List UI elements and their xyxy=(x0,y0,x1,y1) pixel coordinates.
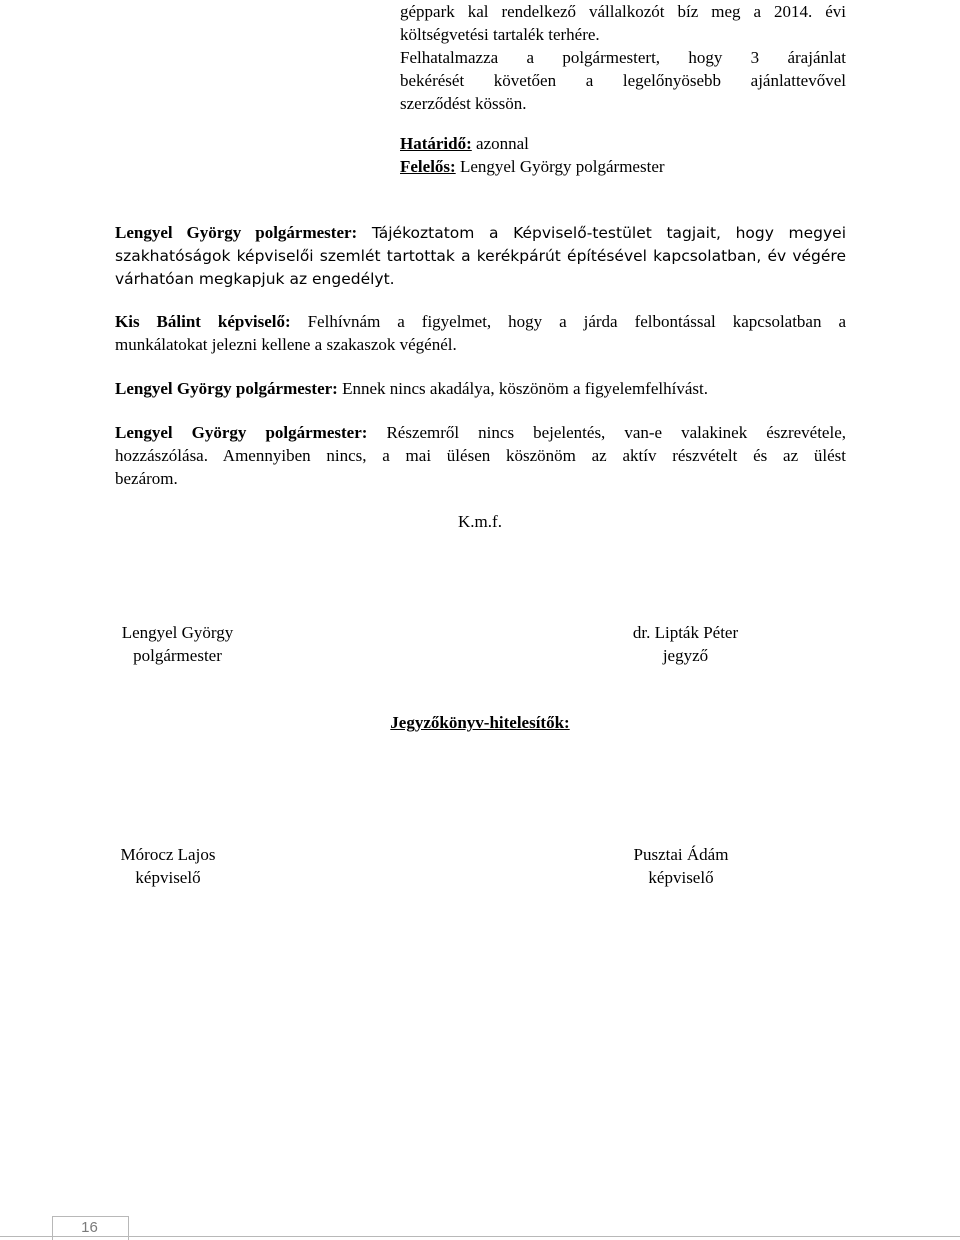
certifier-title: képviselő xyxy=(135,868,201,887)
speech-text: Ennek nincs akadálya, köszönöm a figyelemfelhívást. xyxy=(337,379,708,398)
deadline-label: Határidő: xyxy=(400,134,472,153)
signature-right xyxy=(608,621,763,667)
responsible-value: Lengyel György polgármester xyxy=(455,157,665,176)
text-line: bekérését követően a legelőnyösebb ajánlattevővel xyxy=(400,71,846,90)
speaker-name: Lengyel György polgármester: xyxy=(115,379,338,398)
speech-text: Tájékoztatom a Képviselő-testület tagjait, hogy megyei xyxy=(357,224,847,242)
page-number: 16 xyxy=(81,1219,98,1236)
signer-title: jegyző xyxy=(662,646,709,665)
certifier-title: képviselő xyxy=(648,868,714,887)
text-line: hozzászólása. Amennyiben nincs, a mai ülésen köszönöm az aktív részvételt és az ülést xyxy=(115,446,846,465)
paragraph-kis-balint xyxy=(115,310,846,356)
text-line xyxy=(115,421,846,444)
certifier-left xyxy=(100,843,236,889)
text-line: géppark kal rendelkező vállalkozót bíz meg a 2014. évi xyxy=(400,2,846,21)
text-line: munkálatokat jelezni kellene a szakaszok végénél. xyxy=(115,335,457,354)
responsible-line xyxy=(400,155,665,178)
signer-name: dr. Lipták Péter xyxy=(632,623,739,642)
paragraph-mayor-info xyxy=(115,221,846,291)
text-line xyxy=(115,310,846,333)
signature-left xyxy=(100,621,255,667)
footer-rule xyxy=(0,1236,960,1237)
speaker-name: Kis Bálint képviselő: xyxy=(115,312,291,331)
certifier-name: Mórocz Lajos xyxy=(120,845,216,864)
text-line: bezárom. xyxy=(115,469,178,488)
certifiers-heading: Jegyzőkönyv-hitelesítők: xyxy=(390,713,570,732)
speaker-name: Lengyel György polgármester: xyxy=(115,223,358,242)
certifier-right xyxy=(613,843,749,889)
speaker-name: Lengyel György polgármester: xyxy=(115,423,368,442)
text-line: várhatóan megkapjuk az engedélyt. xyxy=(115,270,395,288)
signer-title: polgármester xyxy=(133,646,222,665)
signer-name: Lengyel György xyxy=(121,623,234,642)
certifier-name: Pusztai Ádám xyxy=(633,845,729,864)
text-line: Felhatalmazza a polgármestert, hogy 3 árajánlat xyxy=(400,48,846,67)
responsible-label: Felelős: xyxy=(400,157,456,176)
speech-text: Felhívnám a figyelmet, hogy a járda felbontással kapcsolatban a xyxy=(290,312,846,331)
text-line: költségvetési tartalék terhére. xyxy=(400,25,600,44)
text-line: szerződést kössön. xyxy=(400,94,527,113)
paragraph-mayor-closing xyxy=(115,421,846,490)
speech-text: Részemről nincs bejelentés, van-e valakinek észrevétele, xyxy=(367,423,846,442)
paragraph-mayor-reply xyxy=(115,377,846,400)
deadline-line xyxy=(400,132,529,155)
text-line xyxy=(115,377,846,400)
closing-formula: K.m.f. xyxy=(458,512,502,531)
resolution-continuation xyxy=(400,0,846,115)
deadline-value: azonnal xyxy=(471,134,529,153)
text-line xyxy=(115,221,846,245)
text-line: szakhatóságok képviselői szemlét tartottak a kerékpárút építésével kapcsolatban, év végére xyxy=(115,247,846,265)
